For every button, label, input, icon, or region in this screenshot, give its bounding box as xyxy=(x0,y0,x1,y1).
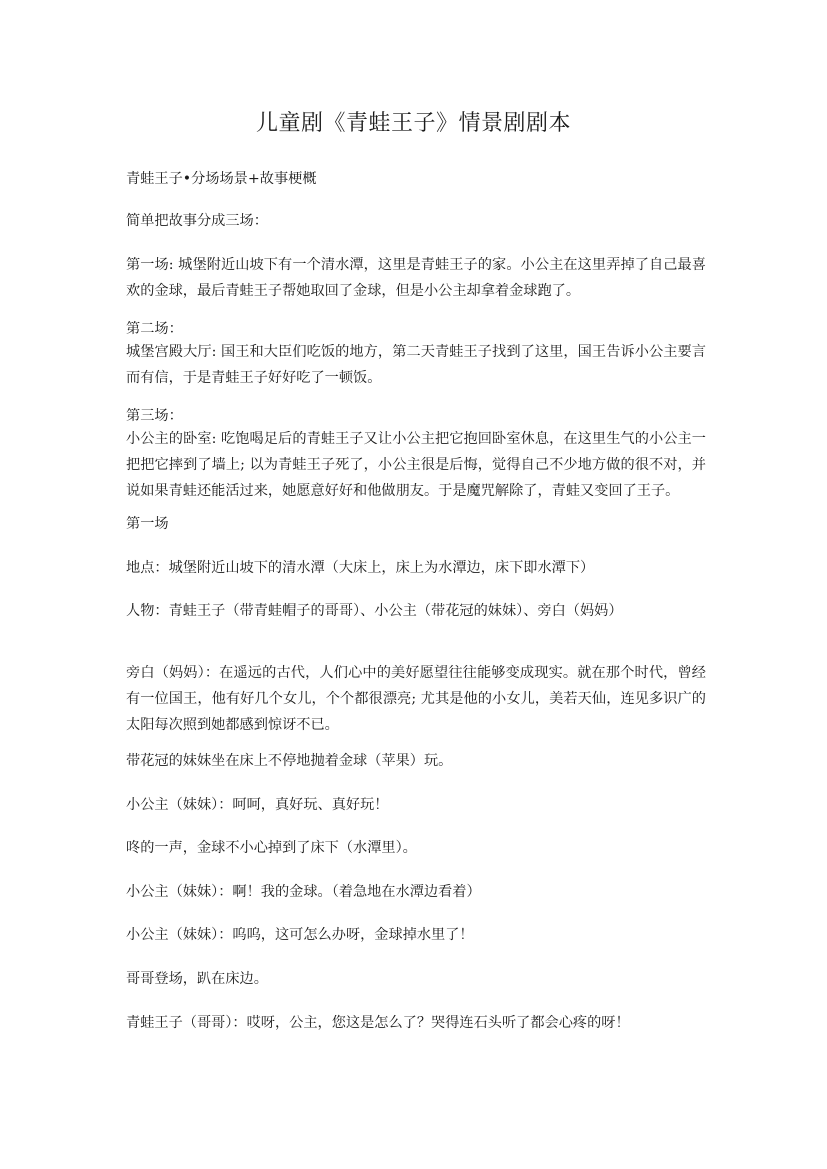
location-line: 地点：城堡附近山坡下的清水潭（大床上，床上为水潭边，床下即水潭下） xyxy=(126,560,595,576)
subtitle-line: 青蛙王子•分场场景+故事梗概 xyxy=(126,171,317,187)
stage-direction-2: 咚的一声，金球不小心掉到了床下（水潭里）。 xyxy=(126,840,417,856)
stage-direction-1: 带花冠的妹妹坐在床上不停地抛着金球（苹果）玩。 xyxy=(126,753,453,769)
act1-heading: 第一场 xyxy=(126,516,169,532)
dialogue-2: 小公主（妹妹）：啊！我的金球。（着急地在水潭边看着） xyxy=(126,884,481,900)
dialogue-1: 小公主（妹妹）：呵呵，真好玩、真好玩！ xyxy=(126,797,389,813)
intro-line: 简单把故事分成三场： xyxy=(126,213,268,229)
document-title: 儿童剧《青蛙王子》情景剧剧本 xyxy=(255,111,571,136)
scene3-summary: 小公主的卧室: 吃饱喝足后的青蛙王子又让小公主把它抱回卧室休息，在这里生气的小公主一把把它摔到了墙上; 以为青蛙王子死了，小公主很是后悔，觉得自己不少地方做的很不对，并说如果青蛙还能活过来，她愿意好好和他做朋友。于是魔咒解除了，青蛙又变回了王子。 xyxy=(126,431,706,499)
stage-direction-3: 哥哥登场，趴在床边。 xyxy=(126,971,268,987)
dialogue-4: 青蛙王子（哥哥）：哎呀，公主，您这是怎么了？哭得连石头听了都会心疼的呀！ xyxy=(126,1015,630,1031)
narrator-intro: 旁白（妈妈）：在遥远的古代，人们心中的美好愿望往往能够变成现实。就在那个时代，曾经有一位国王，他有好几个女儿，个个都很漂亮; 尤其是他的小女儿，美若天仙，连见多识广的太阳每次照到她都感到惊讶不已。 xyxy=(126,665,706,733)
scene2-summary: 城堡宫殿大厅: 国王和大臣们吃饭的地方，第二天青蛙王子找到了这里，国王告诉小公主要言而有信，于是青蛙王子好好吃了一顿饭。 xyxy=(126,344,706,386)
dialogue-3: 小公主（妹妹）：呜呜，这可怎么办呀，金球掉水里了！ xyxy=(126,927,474,943)
scene1-summary: 第一场: 城堡附近山坡下有一个清水潭，这里是青蛙王子的家。小公主在这里弄掉了自己最喜欢的金球，最后青蛙王子帮她取回了金球，但是小公主却拿着金球跑了。 xyxy=(126,257,706,299)
scene3-heading: 第三场： xyxy=(126,408,183,424)
characters-line: 人物：青蛙王子（带青蛙帽子的哥哥）、小公主（带花冠的妹妹）、旁白（妈妈） xyxy=(126,603,623,619)
scene2-heading: 第二场： xyxy=(126,321,183,337)
